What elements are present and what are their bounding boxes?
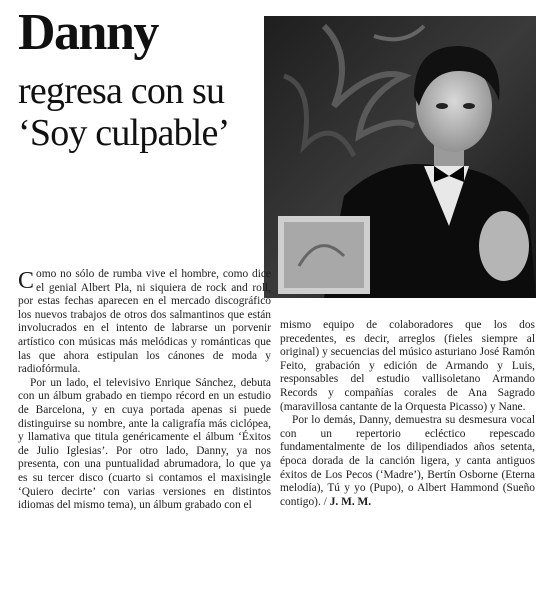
headline bbox=[18, 4, 263, 154]
headline-artist: Danny bbox=[18, 4, 158, 61]
paragraph-continued: mismo equipo de colaboradores que los dos precedentes, es decir, arreglos (fieles siempre al original) y secuencias del músico asturiano José Ramón Feito, grabación y edición de Armando y Luis, responsables del estudio vallisoletano Armando Records y compañías corales de Ana Sagrado (maravillosa cantante de la Orquesta Picasso) y Nane. bbox=[280, 319, 535, 413]
paragraph-second: Por un lado, el televisivo Enrique Sánchez, debuta con un álbum grabado en tiempo récord en un estudio de Barcelona, y en cuya portada apenas si puede distinguirse su nombre, ante la caligrafía más ciclópea, y llamativa que titula genéricamente el álbum ‘Éxitos de Julio Iglesias’. Por otro lado, Danny, ya nos presenta, con una puntualidad abrumadora, lo que ya es su tercer disco (cuarto si contamos el maxisingle ‘Quiero decirte’ con varias versiones en distintos idiomas del mismo tema), un álbum grabado con el bbox=[18, 376, 271, 512]
photo-illustration bbox=[264, 16, 536, 298]
headline-line-3: ‘Soy culpable’ bbox=[18, 112, 230, 154]
paragraph-final: Por lo demás, Danny, demuestra su desmesura vocal con un repertorio ecléctico repescado fundamentalmente de los dilipendiados años setenta, época dorada de la canción ligera, y canta antiguos éxitos de Los Pecos (‘Madre’), Bertín Osborne (Eterna melodía), Tú y yo (Pupo), o Albert Hammond (Sueño contigo). / J. M. M. bbox=[280, 414, 535, 508]
drop-cap: C bbox=[18, 268, 35, 294]
paragraph-intro: Como no sólo de rumba vive el hombre, como dice el genial Albert Pla, ni siquiera de rock and roll, por estas fechas aparecen en el mercado discográfico los nuevos trabajos de otros dos salmantinos que están involucrados en el intento de labrarse un porvenir artístico con músicas más melódicas y románticas que las que ahora estipulan los cánones de moda y radiofórmula. bbox=[18, 268, 271, 376]
article-right-column bbox=[280, 319, 535, 509]
headline-line-2: regresa con su bbox=[18, 70, 225, 112]
article-left-column bbox=[18, 268, 271, 513]
author-signature: J. M. M. bbox=[329, 495, 372, 508]
article-photo bbox=[264, 16, 536, 298]
